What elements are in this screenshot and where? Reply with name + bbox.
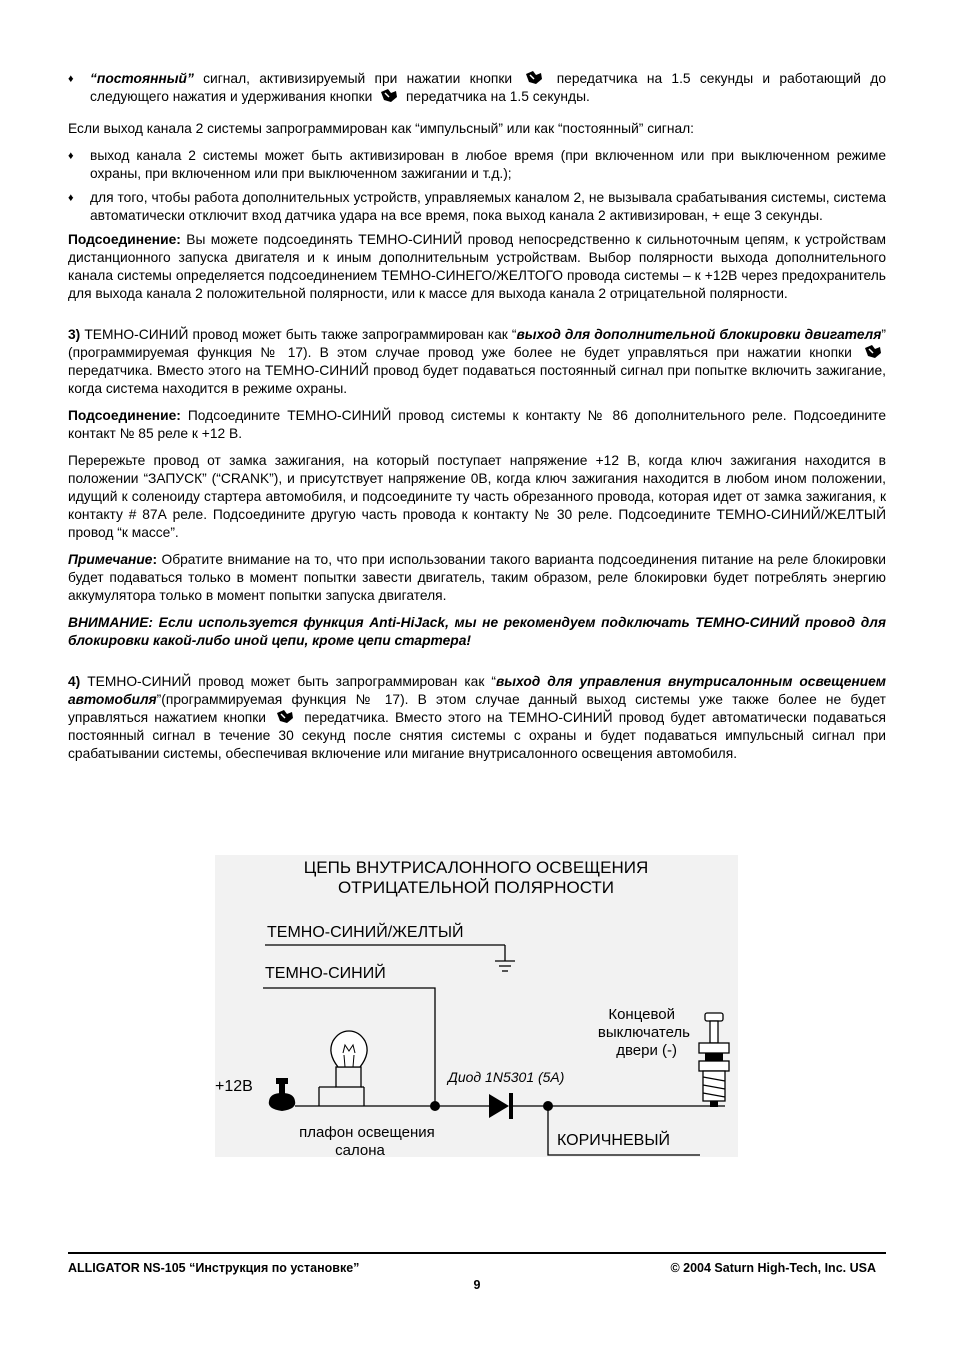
body-text: ” (программируемая функция № 17). В этом случае провод уже более не будет управляться при нажатии кнопки	[68, 327, 886, 360]
diode-icon	[489, 1093, 511, 1119]
transmitter-button-icon	[524, 70, 544, 85]
diagram-title: ЦЕПЬ ВНУТРИСАЛОННОГО ОСВЕЩЕНИЯ	[303, 858, 649, 877]
diode-label: Диод 1N5301 (5A)	[448, 1069, 565, 1085]
list-item	[68, 147, 886, 183]
door-switch-icon	[699, 1013, 729, 1107]
lamp-icon	[319, 1031, 367, 1106]
footer-title: ALLIGATOR NS-105 “Инструкция по установке”	[68, 1261, 360, 1275]
lamp-label: плафон освещения	[299, 1124, 435, 1141]
section-number: 4)	[68, 674, 81, 689]
page-footer	[68, 1252, 886, 1292]
bullet-icon: ♦	[68, 192, 74, 204]
list-item	[68, 189, 886, 225]
list-item	[68, 70, 886, 106]
label: Подсоединение:	[68, 232, 181, 247]
body-text: передатчика на 1.5 секунды и работающий до следующего нажатия и удерживания кнопки	[90, 71, 886, 104]
warning-text: ВНИМАНИЕ: Если используется функция Anti-HiJack, мы не рекомендуем подключать ТЕМНО-СИНИЙ провод для блокировки какой-либо иной цепи, кроме цепи стартера!	[68, 615, 886, 648]
lamp-label: салона	[335, 1142, 385, 1157]
body-text: ”(программируемая функция № 17). В этом случае данный выход системы уже также более не будет управляться нажатием кнопки	[68, 692, 886, 725]
body-text: Вы можете подсоединять ТЕМНО-СИНИЙ провод непосредственно к сильноточным цепям, к устройствам дистанционного запуска двигателя и к иным дополнительным устройствам. Выбор полярности выхода дополнительного канала системы определяется подсоединением ТЕМНО-СИНЕГО/ЖЕЛТОГО провода системы – к +12В через предохранитель для выхода канала 2 положительной полярности, или к массе для выхода канала 2 отрицательной полярности.	[68, 232, 886, 301]
paragraph: Перережьте провод от замка зажигания, на который поступает напряжение +12 В, когда ключ зажигания находится в положении “ЗАПУСК” (“CRANK”), и присутствует напряжение 0В, когда ключ зажигания находится в любом ином положении, идущий к соленоиду стартера автомобиля, и подсоедините ту часть обрезанного провода, которая идет от замка зажигания, к контакту # 87А реле. Подсоедините другую часть провода к контакту № 30 реле. Подсоедините ТЕМНО-СИНИЙ/ЖЕЛТЫЙ провод “к массе”.	[68, 453, 886, 540]
diagram-title: ОТРИЦАТЕЛЬНОЙ ПОЛЯРНОСТИ	[337, 878, 615, 897]
footer-copyright: © 2004 Saturn High-Tech, Inc. USA	[670, 1261, 876, 1275]
paragraph	[68, 231, 886, 303]
section-number: 3)	[68, 327, 81, 342]
switch-label: Концевой	[608, 1006, 675, 1023]
emphasis-text: выход для дополнительной блокировки двигателя	[516, 327, 882, 342]
transmitter-button-icon	[863, 344, 883, 359]
body-text: Подсоедините ТЕМНО-СИНИЙ провод системы к контакту № 86 дополнительного реле. Подсоедините контакт № 85 реле к +12 В.	[68, 408, 886, 441]
switch-label: двери (-)	[616, 1042, 677, 1059]
wiring-diagram	[215, 855, 738, 1157]
body-text: для того, чтобы работа дополнительных устройств, управляемых каналом 2, не вызывала срабатывания системы, система автоматически отключит вход датчика удара на все время, пока выход канала 2 активизирован, + еще 3 секунды.	[90, 190, 886, 223]
bullet-icon: ♦	[68, 150, 74, 162]
body-text: передатчика на 1.5 секунды.	[402, 89, 590, 104]
wire-label: КОРИЧНЕВЫЙ	[557, 1132, 670, 1149]
paragraph	[68, 326, 886, 398]
label: Подсоединение:	[68, 408, 181, 423]
document-body	[68, 70, 886, 772]
body-text: ТЕМНО-СИНИЙ провод может быть запрограммирован как “	[80, 674, 496, 689]
plus12-label: +12В	[215, 1078, 253, 1095]
switch-label: выключатель	[597, 1024, 690, 1041]
wire-label: ТЕМНО-СИНИЙ/ЖЕЛТЫЙ	[267, 924, 464, 941]
transmitter-button-icon	[275, 709, 295, 724]
diagram-svg	[215, 855, 738, 1157]
body-text: передатчика. Вместо этого на ТЕМНО-СИНИЙ провод будет автоматически подаваться постоянный сигнал в течение 30 секунд после снятия системы с охраны и будет подаваться импульсный сигнал при срабатывании системы, обеспечивая включение или мигание внутрисалонного освещения автомобиля.	[68, 710, 886, 761]
emphasis-text: “постоянный”	[90, 71, 194, 86]
emphasis-text: выход для управления внутрисалонным освещением автомобиля	[68, 674, 887, 707]
label: :	[152, 552, 158, 567]
body-text: Обратите внимание на то, что при использовании такого варианта подсоединения питание на реле блокировки будет подаваться только в момент попытки завести двигатель, таким образом, реле блокировки будет потреблять энергию аккумулятора только в момент попытки запуска двигателя.	[68, 552, 886, 603]
transmitter-button-icon	[379, 88, 399, 103]
connector-icon	[269, 1078, 295, 1111]
body-text: передатчика. Вместо этого на ТЕМНО-СИНИЙ провод будет подаваться постоянный сигнал при попытке включить зажигание, когда система находится в режиме охраны.	[68, 363, 886, 396]
paragraph	[68, 407, 886, 443]
page-number: 9	[473, 1278, 481, 1292]
junction-dot	[430, 1101, 440, 1111]
label: Примечание	[68, 552, 153, 567]
body-text: ТЕМНО-СИНИЙ провод может быть также запрограммирован как “	[80, 327, 517, 342]
paragraph	[68, 673, 886, 763]
body-text: сигнал, активизируемый при нажатии кнопки	[193, 71, 522, 86]
wire-label: ТЕМНО-СИНИЙ	[265, 965, 386, 982]
body-text: выход канала 2 системы может быть активизирован в любое время (при включенном или при выключенном режиме охраны, при включенном или при выключенном зажигании и т.д.);	[90, 148, 886, 181]
bullet-icon: ♦	[68, 73, 74, 85]
paragraph	[68, 551, 886, 605]
paragraph: Если выход канала 2 системы запрограммирован как “импульсный” или как “постоянный” сигнал:	[68, 121, 695, 136]
